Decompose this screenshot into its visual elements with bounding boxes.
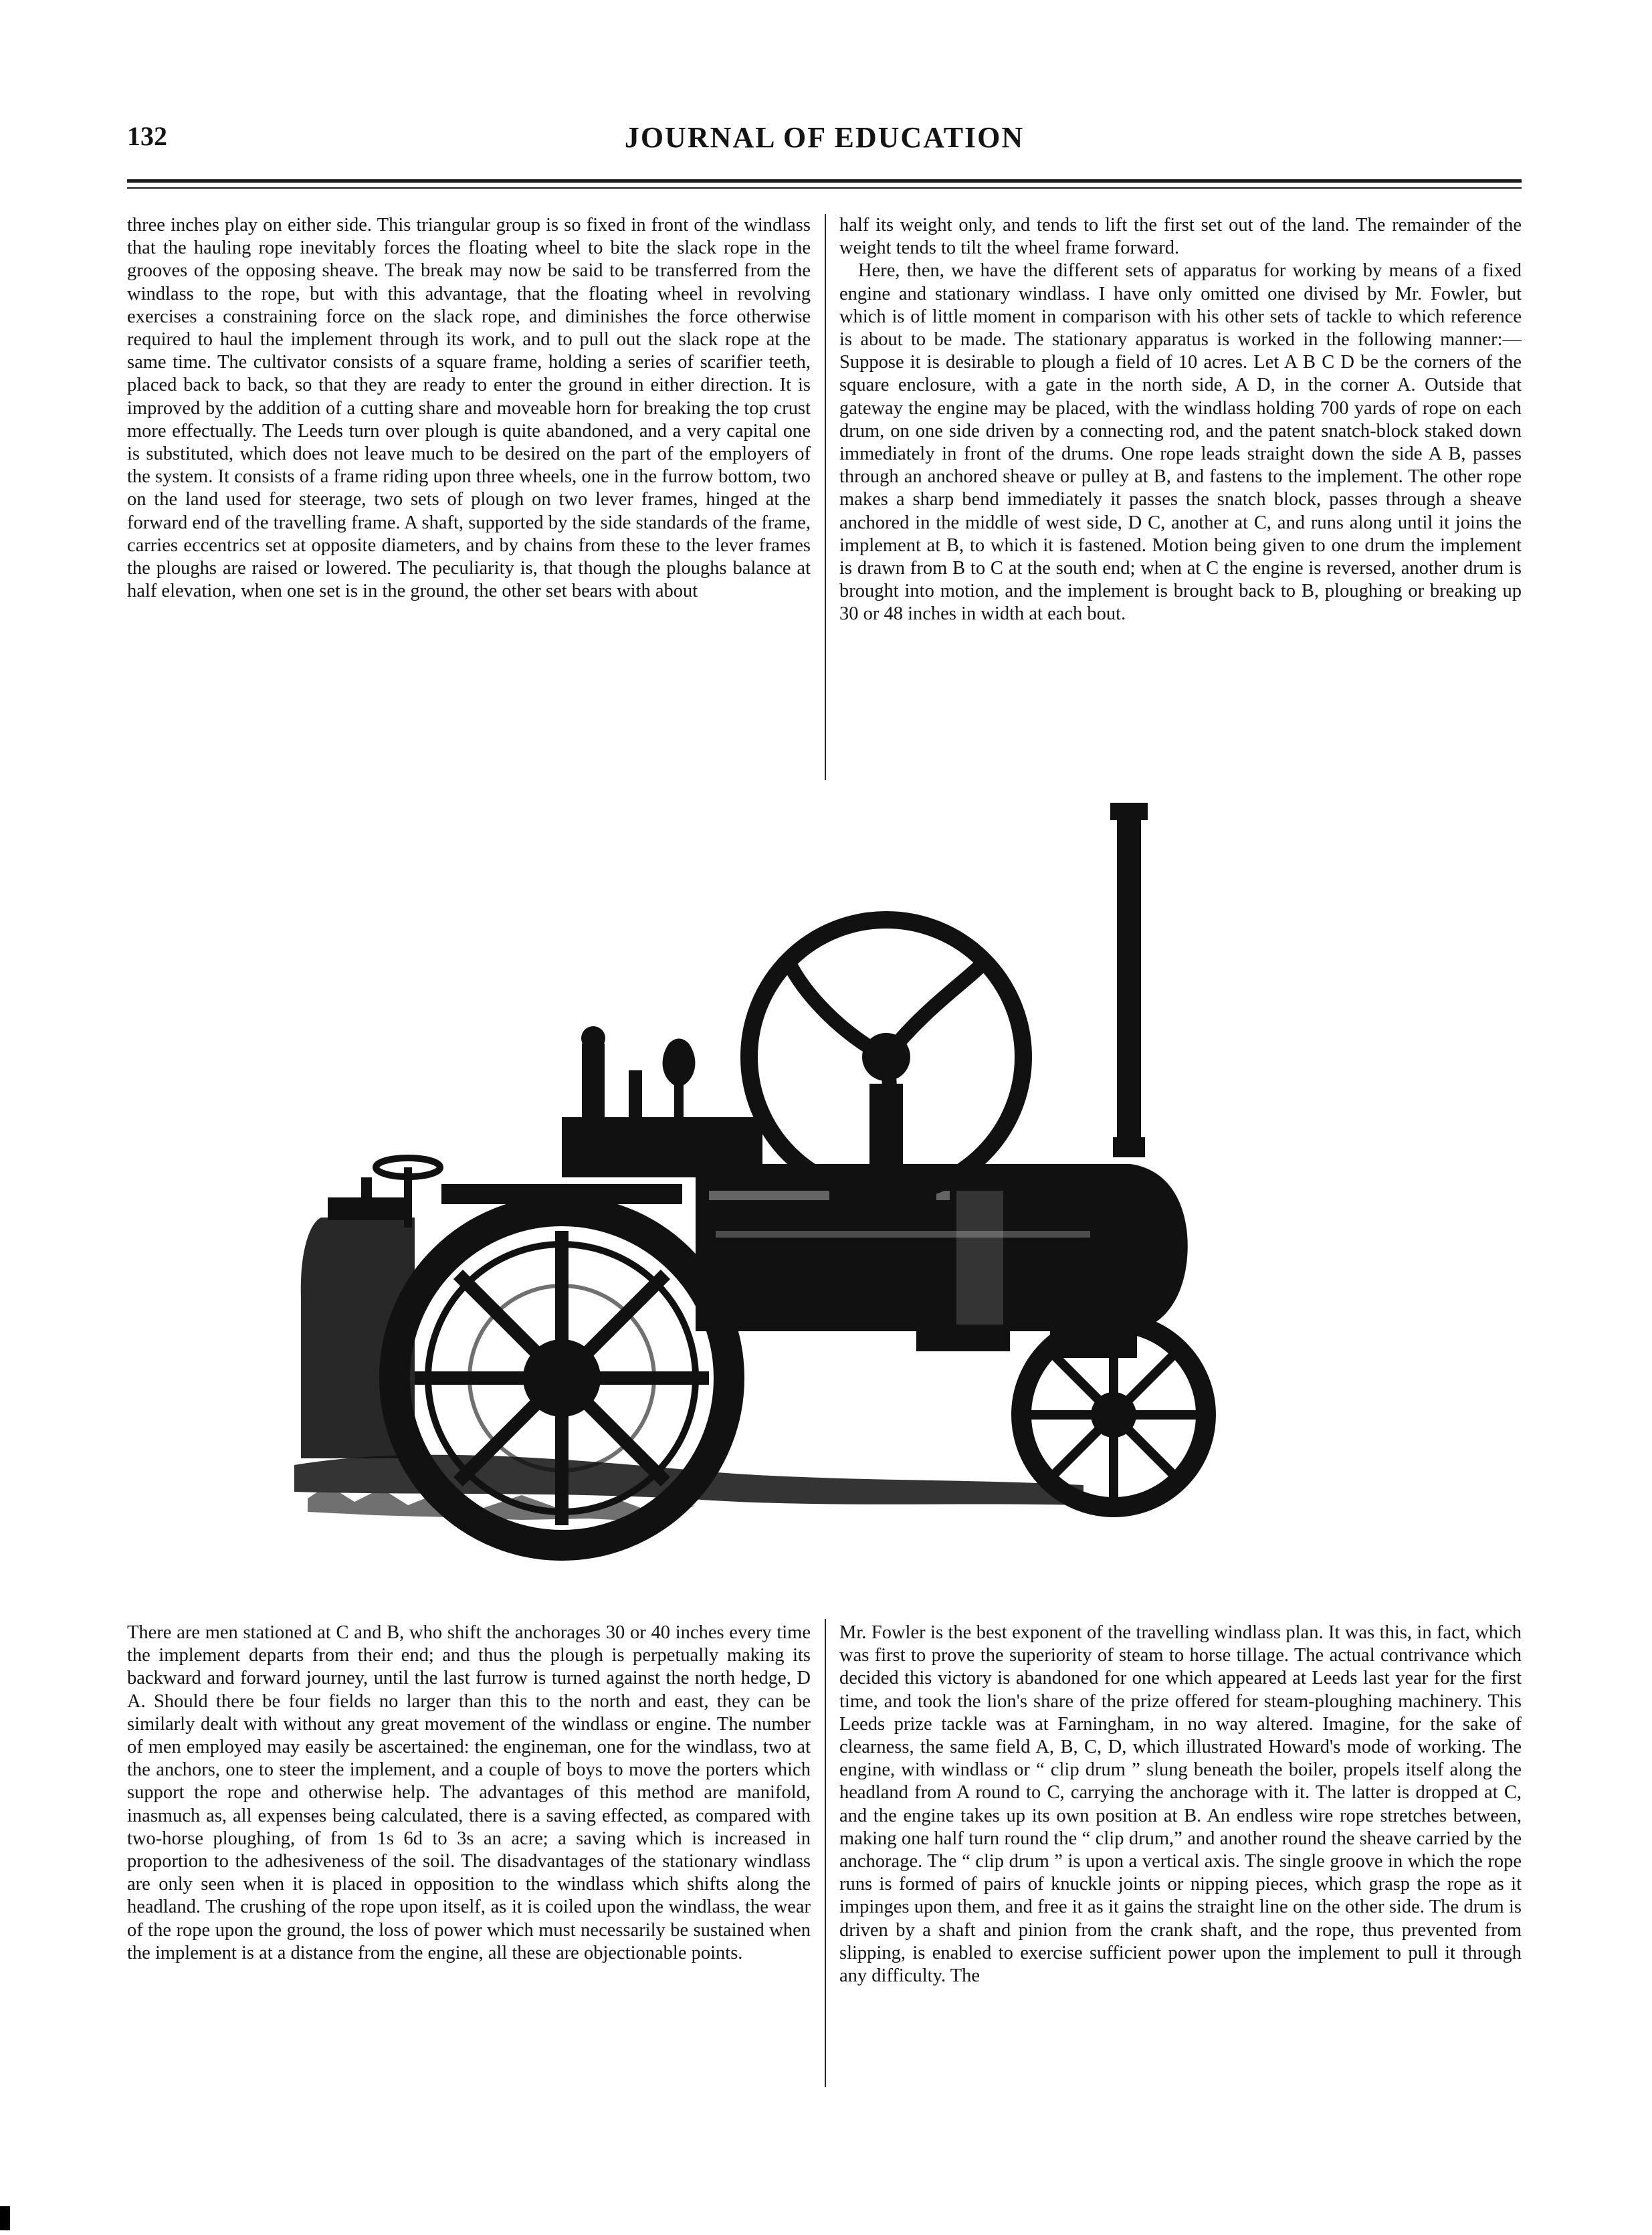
paragraph: Here, then, we have the different sets of apparatus for working by means of a fixed engine and stationary windlass. I have only omitted one divised by Mr. Fowler, but which is of little moment in comparison with his other sets of tackle to which reference is about to be made. The stationary apparatus is worked in the following manner:—Suppose it is desirable to plough a field of 10 acres. Let A B C D be the corners of the square enclosure, with a gate in the north side, A D, in the corner A. Outside that gateway the engine may be placed, with the windlass holding 700 yards of rope on each drum, on one side driven by a connecting rod, and the patent snatch-block staked down immediately in front of the drums. One rope leads straight down the side A B, passes through an anchored sheave or pulley at B, and fastens to the implement. The other rope makes a sharp bend immediately it passes the snatch block, passes through a sheave anchored in the middle of west side, D C, another at C, and runs along until it joins the implement at B, to which it is fastened. Motion being given to one drum the implement is drawn from B to C at the south end; when at C the engine is reversed, another drum is brought into motion, and the implement is brought back to B, ploughing or breaking up 30 or 48 inches in width at each bout. [839, 260, 1522, 625]
column-top-left [127, 214, 811, 780]
scan-edge-mark [0, 2206, 10, 2230]
steam-engine-illustration [281, 789, 1311, 1592]
column-divider-bottom [825, 1619, 826, 2087]
chimney [1110, 803, 1148, 1157]
paragraph: Mr. Fowler is the best exponent of the travelling windlass plan. It was this, in fact, which was first to prove the superiority of steam to horse tillage. The actual contrivance which decided this victory is abandoned for one which appeared at Leeds last year for the first time, and took the lion's share of the prize offered for steam-ploughing machinery. This Leeds prize tackle was at Farningham, in no way altered. Imagine, for the sake of clearness, the same field A, B, C, D, which illustrated Howard's mode of working. The engine, with windlass or “ clip drum ” slung beneath the boiler, propels itself along the headland from A round to C, carrying the anchorage with it. The latter is dropped at C, and the engine takes up its own position at B. An endless wire rope stretches between, making one half turn round the “ clip drum,” and another round the sheave carried by the anchorage. The “ clip drum ” is upon a vertical axis. The single groove in which the rope runs is formed of pairs of knuckle joints or nipping pieces, which grasp the rope as it impinges upon them, and free it as it gains the straight line on the other side. The drum is driven by a shaft and pinion from the crank shaft, and the rope, thus prevented from slipping, is enabled to exercise sufficient power upon the implement to pull it through any difficulty. The [839, 1622, 1522, 1987]
header-rule-thick [127, 179, 1522, 183]
column-top-right [839, 214, 1522, 780]
rear-driving-wheel [395, 1211, 729, 1545]
paragraph: half its weight only, and tends to lift the first set out of the land. The remainder of the weight tends to tilt the wheel frame forward. [839, 215, 1522, 259]
paragraph: three inches play on either side. This triangular group is so fixed in front of the windlass that the hauling rope inevitably forces the floating wheel to bite the slack rope in the grooves of the opposing sheave. The break may now be said to be transferred from the windlass to the rope, but with this advantage, that the floating wheel in revolving exercises a constraining force on the slack rope, and diminishes the force otherwise required to haul the implement through its work, and to pull out the slack rope at the same time. The cultivator consists of a square frame, holding a series of scarifier teeth, placed back to back, so that they are ready to enter the ground in either direction. It is improved by the addition of a cutting share and moveable horn for breaking the top crust more effectually. The Leeds turn over plough is quite abandoned, and a very capital one is substituted, which does not leave much to be desired on the part of the employers of the system. It consists of a frame riding upon three wheels, one in the furrow bottom, two on the land used for steerage, two sets of plough on two lever frames, hinged at the forward end of the travelling frame. A shaft, supported by the side standards of the frame, carries eccentrics set at opposite diameters, and by chains from these to the lever frames the ploughs are raised or lowered. The peculiarity is, that though the ploughs balance at half elevation, when one set is in the ground, the other set bears with about [127, 215, 811, 602]
column-bottom-right [839, 1622, 1522, 2083]
page-number: 132 [127, 121, 167, 151]
paragraph: There are men stationed at C and B, who shift the anchorages 30 or 40 inches every time the implement departs from their end; and thus the plough is perpetually making its backward and forward journey, until the last furrow is turned against the north hedge, D A. Should there be four fields no larger than this to the north and east, they can be similarly dealt with without any great movement of the windlass or engine. The number of men employed may easily be ascertained: the engineman, one for the windlass, two at the anchors, one to steer the implement, and a couple of boys to move the porters which support the rope and otherwise help. The advantages of this method are manifold, inasmuch as, all expenses being calculated, there is a saving effected, as compared with two-horse ploughing, of from 1s 6d to 3s an acre; a saving which is increased in proportion to the adhesiveness of the soil. The disadvantages of the stationary windlass are only seen when it is placed in opposition to the windlass which shifts along the headland. The crushing of the rope upon itself, as it is coiled upon the windlass, the wear of the rope upon the ground, the loss of power which must necessarily be sustained when the implement is at a distance from the engine, all these are objectionable points. [127, 1622, 811, 1963]
column-bottom-left [127, 1622, 811, 2083]
page-header [127, 120, 1522, 163]
crank-bracket [829, 1084, 936, 1204]
column-divider-top [825, 214, 826, 780]
journal-title: JOURNAL OF EDUCATION [624, 121, 1025, 154]
header-rule-thin [127, 187, 1522, 189]
